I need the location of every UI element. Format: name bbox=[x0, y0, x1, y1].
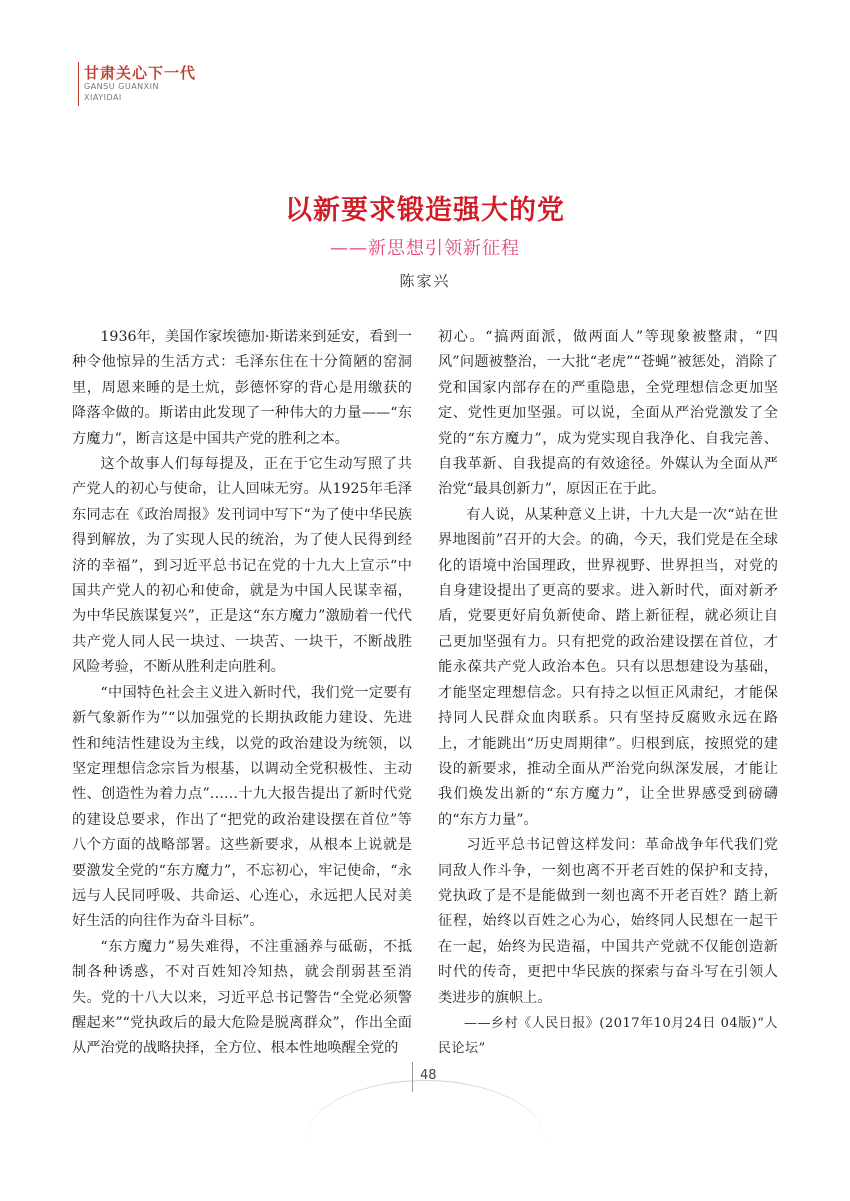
masthead bbox=[78, 62, 208, 108]
article-title: 以新要求锻造强大的党 bbox=[285, 195, 565, 226]
article-subtitle: ——新思想引领新征程 bbox=[330, 238, 520, 259]
masthead-logo: 甘肃关心下一代 bbox=[84, 64, 197, 82]
right-column bbox=[438, 325, 778, 1062]
page-number: 48 bbox=[420, 1068, 437, 1083]
masthead-english-line1: GANSU GUANXIN bbox=[84, 82, 159, 91]
paragraph: “中国特色社会主义进入新时代，我们党一定要有新气象新作为”“以加强党的长期执政能力建设、先进性和纯洁性建设为主线，以党的政治建设为统领，以坚定理想信念宗旨为根基，以调动全党积极性、主动性、创造性为着力点”……十九大报告提出了新时代党的建设总要求，作出了“把党的政治建设摆在首位”等八个方面的战略部署。这些新要求，从根本上说就是要激发全党的“东方魔力”，不忘初心，牢记使命，“永远与人民同呼吸、共命运、心连心，永远把人民对美好生活的向往作为奋斗目标”。 bbox=[72, 684, 412, 930]
masthead-english-line2: XIAYIDAI bbox=[84, 93, 122, 102]
paragraph: 这个故事人们每每提及，正在于它生动写照了共产党人的初心与使命，让人回味无穷。从1925年毛泽东同志在《政治周报》发刊词中写下“为了使中华民族得到解放，为了实现人民的统治，为了使人民得到经济的幸福”，到习近平总书记在党的十九大上宣示“中国共产党人的初心和使命，就是为中国人民谋幸福，为中华民族谋复兴”，正是这“东方魔力”激励着一代代共产党人同人民一块过、一块苦、一块干，不断战胜风险考验，不断从胜利走向胜利。 bbox=[72, 456, 412, 676]
article-source: ——乡村《人民日报》(2017年10月24日 04版)“人民论坛” bbox=[438, 1015, 778, 1057]
paragraph: 习近平总书记曾这样发问：革命战争年代我们党同敌人作斗争，一刻也离不开老百姓的保护和支持，党执政了是不是能做到一刻也离不开老百姓？踏上新征程，始终以百姓之心为心，始终同人民想在一起干在一起，始终为民造福，中国共产党就不仅能创造新时代的传奇，更把中华民族的探索与奋斗写在引领人类进步的旗帜上。 bbox=[438, 837, 778, 1006]
paragraph: “东方魔力”易失难得，不注重涵养与砥砺，不抵制各种诱惑，不对百姓知冷知热，就会削弱甚至消失。党的十八大以来，习近平总书记警告“全党必须警醒起来”“党执政后的最大危险是脱离群众”，作出全面从严治党的战略抉择，全方位、根本性地唤醒全党的 bbox=[72, 938, 412, 1057]
article-author: 陈家兴 bbox=[399, 272, 451, 290]
page-number-rule bbox=[412, 1062, 413, 1092]
left-column bbox=[72, 325, 412, 1062]
paragraph: 有人说，从某种意义上讲，十九大是一次“站在世界地图前”召开的大会。的确，今天，我们党是在全球化的语境中治国理政，世界视野、世界担当，对党的自身建设提出了更高的要求。进入新时代，面对新矛盾，党要更好肩负新使命、踏上新征程，就必须让自己更加坚强有力。只有把党的政治建设摆在首位，才能永葆共产党人政治本色。只有以思想建设为基础，才能坚定理想信念。只有持之以恒正风肃纪，才能保持同人民群众血肉联系。只有坚持反腐败永远在路上，才能跳出“历史周期律”。归根到底，按照党的建设的新要求，推动全面从严治党向纵深发展，才能让我们焕发出新的“东方魔力”，让全世界感受到磅礴的“东方力量”。 bbox=[438, 506, 778, 828]
paragraph-continued: 初心。“搞两面派，做两面人”等现象被整肃，“四风”问题被整治，一大批“老虎”“苍蝇”被惩处，消除了党和国家内部存在的严重隐患，全党理想信念更加坚定、党性更加坚强。可以说，全面从严治党激发了全党的“东方魔力”，成为党实现自我净化、自我完善、自我革新、自我提高的有效途径。外媒认为全面从严治党“最具创新力”，原因正在于此。 bbox=[438, 329, 778, 498]
paragraph: 1936年，美国作家埃德加·斯诺来到延安，看到一种令他惊异的生活方式：毛泽东住在十分简陋的窑洞里，周恩来睡的是土炕，彭德怀穿的背心是用缴获的降落伞做的。斯诺由此发现了一种伟大的力量——“东方魔力”，断言这是中国共产党的胜利之本。 bbox=[72, 329, 412, 447]
masthead-rule bbox=[78, 62, 79, 106]
